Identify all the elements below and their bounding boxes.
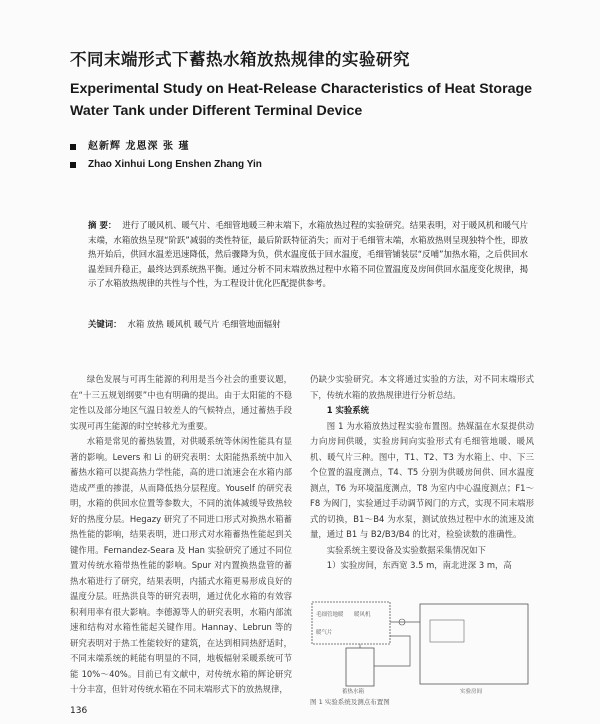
paragraph: 水箱是常见的蓄热装置，对供暖系统等休闲性能具有显著的影响。Levers 和 Li 的研究表明：太阳能热系统中加入蓄热水箱可以提高热力学性能，高的进口流速会在水箱内部造成严重的掺混，从而降低热分层程度。Youself 的研究表明，水箱的供回水位置等参数大，不同的流体减缓导致热较好的热度分层。Hegazy 研究了不同进口形式对换热水箱蓄热性能的影响，结果表明，进口形式对水箱蓄热性能起到关键作用。Fernandez-Seara 及 Han 实验研究了通过不同位置对传统水箱带热性能的影响。Spur 对内置换热盘管的蓄热水箱进行了研究，结果表明，内插式水箱更易形成良好的温度分层。旺热洪良等的研究表明，通过优化水箱的有效容积利用率有很大影响。李德源等人的研究表明，水箱内部流速和结构对水箱性能起关键作用。Hannay、Lebrun 等的研究表明对于热工性能较好的建筑，在达到相同热舒适时，不同末端系统的耗能有明显的不同，地板辐射采暖系统可节能 10%～40%。目前已有文献中，对传统水箱的辉论研究十分丰富，但针对传统水箱在不同末端形式下的放热规律， bbox=[70, 436, 292, 694]
figure-label: 毛细管地暖 bbox=[316, 612, 344, 618]
authors-en: Zhao Xinhui Long Enshen Zhang Yin bbox=[88, 159, 262, 170]
paragraph: 绿色发展与可再生能源的利用是当今社会的重要议题，在“十三五规划纲要”中也有明确的提出。由于太阳能的不稳定性以及部分地区气温日较差人的气候特点，通过蓄热手段实现可再生能源的时空转移尤为重要。 bbox=[70, 374, 292, 431]
paragraph: 实验系统主要设备及实验数据采集情况如下 bbox=[326, 544, 486, 555]
keywords bbox=[88, 318, 528, 330]
tank-icon bbox=[346, 648, 374, 686]
paragraph: 仍缺少实验研究。本文将通过实验的方法，对不同末端形式下，传统水箱的放热规律进行分析总结。 bbox=[310, 374, 534, 400]
section-heading: 1 实验系统 bbox=[326, 405, 370, 415]
body-column-left bbox=[70, 372, 292, 698]
abstract bbox=[88, 218, 528, 291]
keywords-label: 关键词： bbox=[88, 319, 122, 329]
authors-en-row bbox=[70, 156, 262, 174]
room-box bbox=[420, 604, 528, 684]
system-diagram bbox=[310, 596, 534, 696]
figure-caption: 图 1 实验系统及测点布置图 bbox=[310, 698, 390, 706]
authors-block bbox=[70, 138, 262, 174]
body-column-right bbox=[310, 372, 534, 574]
paper-title-en: Experimental Study on Heat-Release Characteristics of Heat Storage Water Tank under Different Terminal Device bbox=[70, 81, 533, 119]
keywords-text: 水箱 放热 暖风机 暖气片 毛细管地面辐射 bbox=[127, 319, 281, 329]
return-pipe bbox=[374, 636, 410, 666]
terminal-group-box bbox=[312, 602, 390, 644]
bullet-square-icon bbox=[70, 144, 76, 150]
paper-title-cn: 不同末端形式下蓄热水箱放热规律的实验研究 bbox=[70, 50, 410, 69]
bullet-square-icon bbox=[70, 162, 76, 168]
abstract-label: 摘 要： bbox=[88, 220, 117, 230]
authors-cn-row bbox=[70, 138, 262, 156]
figure-label: 暖气片 bbox=[316, 630, 333, 636]
figure-label: 暖风机 bbox=[354, 612, 371, 618]
page-number: 136 bbox=[70, 706, 88, 716]
authors-cn: 赵新辉 龙恩深 张 瑾 bbox=[88, 141, 190, 152]
figure-label: 蓄热水箱 bbox=[342, 689, 365, 695]
room-inner-box bbox=[430, 620, 464, 642]
figure-label: 实验房间 bbox=[460, 689, 483, 695]
abstract-text: 进行了暖风机、暖气片、毛细管地暖三种末端下，水箱放热过程的实验研究。结果表明，对于暖风机和暖气片末端，水箱放热呈现“阶跃”减弱的类性特征，最后阶跃特征消失；而对于毛细管末端，水箱放热则呈现独特个性，即放热开始后，供回水温差迅速降低，然后骤降为负，供水温度低于回水温度，毛细管铺装层“反哺”加热水箱，之后供回水温差回升稳正，最终达到系统热平衡。通过分析不同末端放热过程中水箱不同位置温度及房间供回水温度变化规律，揭示了水箱放热规律的共性与个性，为工程设计优化匹配提供参考。 bbox=[88, 220, 528, 288]
paragraph: 1）实验房间，东西宽 3.5 m，南北进深 3 m，高 bbox=[326, 560, 512, 570]
paragraph: 图 1 为水箱放热过程实验布置图。热媒温在水泵提供动力向房间供暖，实验房间向实验形式有毛细管地暖、暖风机、暖气片三种。图中，T1、T2、T3 为水箱上、中、下三个位置的温度测点，T4、T5 分别为供暖房间供、回水温度测点，T6 为环境温度测点，T8 为室内中心温度测点；F1～F8 为阀门，实验通过手动调节阀门的方式，实现不同末端形式的切换，B1～B4 为水泵，测试放热过程中水的流速及流量，通过 B1 与 B2/B3/B4 的比对，检验读数的准确性。 bbox=[310, 420, 534, 539]
figure-system-diagram bbox=[310, 596, 534, 696]
